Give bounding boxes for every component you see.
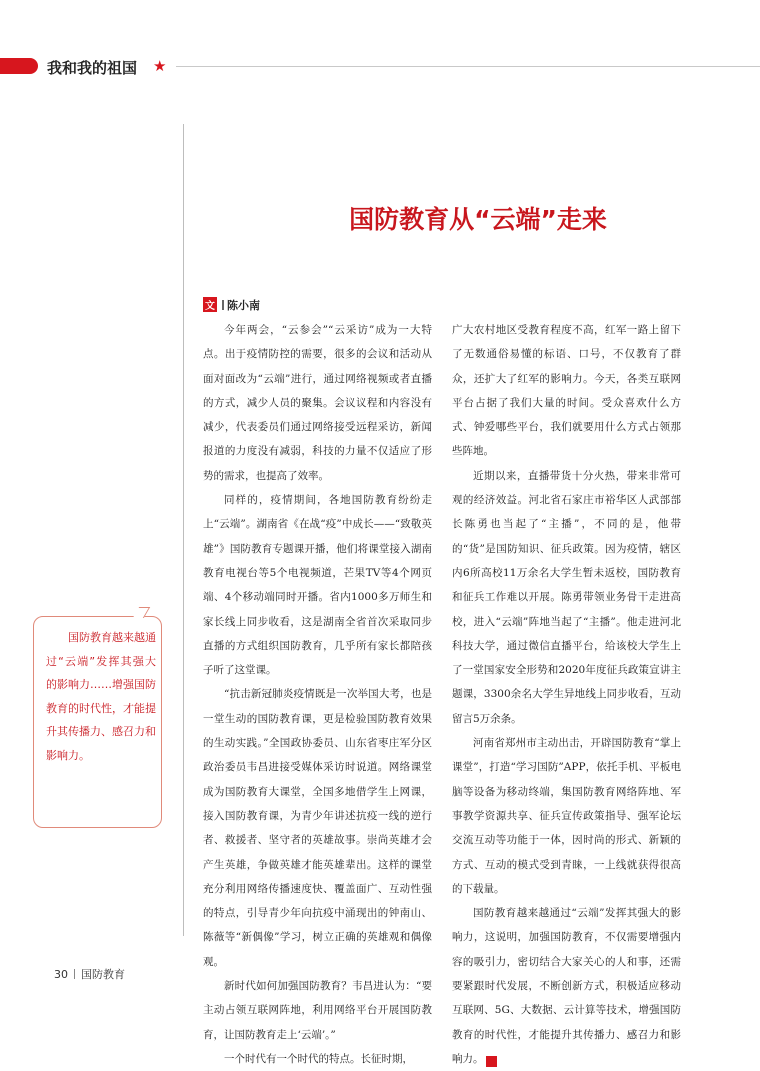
paragraph: 新时代如何加强国防教育？韦昌进认为：“要主动占领互联网阵地，利用网络平台开展国防教育，让国防教育走上‘云端’。” bbox=[203, 980, 432, 1041]
byline-separator bbox=[222, 300, 224, 310]
header-divider bbox=[176, 66, 760, 67]
byline-tag: 文 bbox=[203, 297, 217, 312]
magazine-name: 国防教育 bbox=[81, 968, 125, 981]
section-title: 我和我的祖国 bbox=[47, 59, 138, 77]
header-accent-bar bbox=[0, 58, 38, 74]
article-column-right bbox=[452, 318, 681, 1071]
article-column-left bbox=[203, 318, 432, 1071]
end-mark-icon: G bbox=[486, 1056, 497, 1067]
star-icon: ★ bbox=[153, 57, 167, 75]
paragraph: “抗击新冠肺炎疫情既是一次举国大考，也是一堂生动的国防教育课，更是检验国防教育效果的生动实践。”全国政协委员、山东省枣庄军分区政治委员韦昌进接受媒体采访时说道。网络课堂成为国防教育大课堂，全国多地借学生上网课，接入国防教育课，为青少年讲述抗疫一线的逆行者、救援者、坚守者的英雄故事。崇尚英雄才会产生英雄，争做英雄才能英雄辈出。这样的课堂充分利用网络传播速度快、覆盖面广、互动性强的特点，引导青少年向抗疫中涌现出的钟南山、陈薇等“新偶像”学习，树立正确的英雄观和偶像观。 bbox=[203, 688, 432, 968]
paragraph: 近期以来，直播带货十分火热，带来非常可观的经济效益。河北省石家庄市裕华区人武部部长陈勇也当起了“主播”，不同的是，他带的“货”是国防知识、征兵政策。因为疫情，辖区内6所高校11万余名大学生暂未返校，国防教育和征兵工作难以开展。陈勇带领业务骨干走进高校，进入“云端”阵地当起了“主播”。他走进河北科技大学，通过微信直播平台，给该校大学生上了一堂国家安全形势和2020年度征兵政策宣讲主题课，3300余名大学生异地线上同步收看，互动留言5万余条。 bbox=[452, 469, 681, 725]
pull-quote-text: 国防教育越来越通过“云端”发挥其强大的影响力……增强国防教育的时代性，才能提升其传播力、感召力和影响力。 bbox=[46, 631, 156, 762]
paragraph-final-text: 国防教育越来越通过“云端”发挥其强大的影响力，这说明，加强国防教育，不仅需要增强内容的吸引力，密切结合大家关心的人和事，还需要紧跟时代发展，不断创新方式，积极适应移动互联网、5G、大数据、云计算等技术，增强国防教育的时代性，才能提升其传播力、感召力和影响力。 bbox=[452, 907, 681, 1065]
footer-separator bbox=[74, 969, 75, 979]
column-divider-line bbox=[183, 124, 184, 936]
paragraph: 河南省郑州市主动出击，开辟国防教育“掌上课堂”，打造“学习国防”APP，依托手机、平板电脑等设备为移动终端，集国防教育网络阵地、军事教学资源共享、征兵宣传政策指导、强军论坛交流互动等功能于一体，因时尚的形式、新颖的方式、互动的模式受到青睐，一上线就获得很高的下载量。 bbox=[452, 737, 681, 895]
page-number: 30 bbox=[54, 968, 68, 981]
paragraph: 同样的，疫情期间，各地国防教育纷纷走上“云端”。湖南省《在战“疫”中成长——“致敬英雄”》国防教育专题课开播，他们将课堂接入湖南教育电视台等5个电视频道，芒果TV等4个网页端、4个移动端同时开播。省内1000多万师生和家长线上同步收看，这是湖南全省首次采取同步直播的方式组织国防教育，几乎所有家长都陪孩子听了这堂课。 bbox=[203, 494, 432, 677]
page-footer bbox=[54, 966, 125, 982]
article-title: 国防教育从“云端”走来 bbox=[349, 205, 607, 234]
paragraph-continued: 广大农村地区受教育程度不高，红军一路上留下了无数通俗易懂的标语、口号，不仅教育了群众，还扩大了红军的影响力。今天，各类互联网平台占据了我们大量的时间。受众喜欢什么方式、钟爱哪些平台，我们就要用什么方式占领那些阵地。 bbox=[452, 324, 681, 458]
author-name: 陈小南 bbox=[227, 299, 260, 312]
paragraph: 一个时代有一个时代的特点。长征时期， bbox=[224, 1052, 413, 1065]
paragraph-final bbox=[452, 901, 681, 1071]
paragraph: 今年两会，“云参会”“云采访”成为一大特点。出于疫情防控的需要，很多的会议和活动从面对面改为“云端”进行，通过网络视频或者直播的方式，减少人员的聚集。会议议程和内容没有减少，代表委员们通过网络接受远程采访，新闻报道的力度没有减弱，科技的力量不仅适应了形势的需求，也提高了效率。 bbox=[203, 324, 432, 482]
byline bbox=[203, 297, 260, 313]
